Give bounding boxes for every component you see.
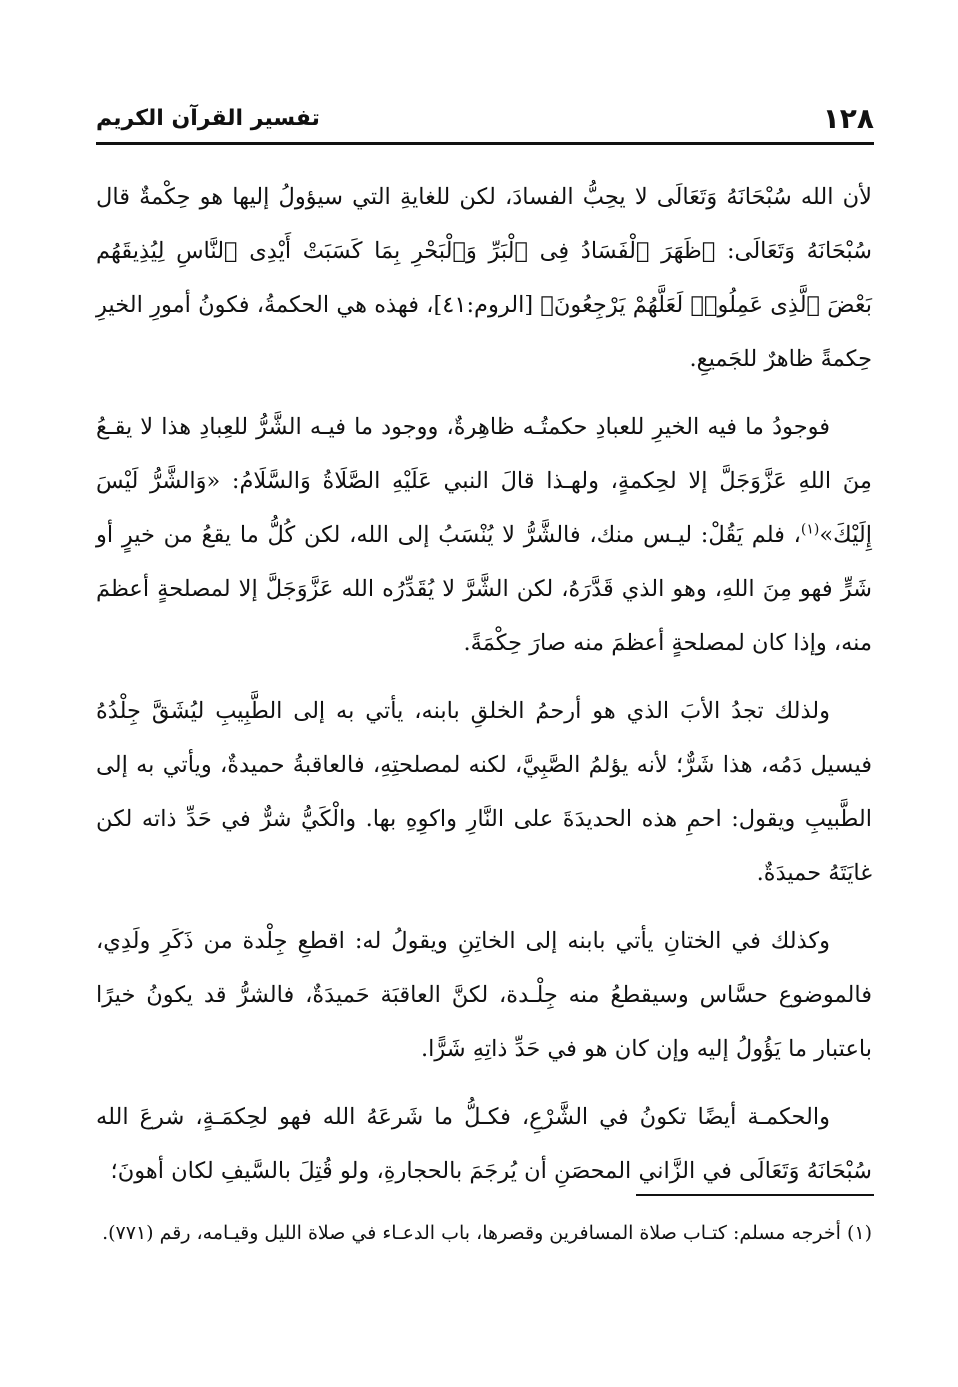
paragraph-5: والحكمـة أيضًا تكونُ في الشَّرْعِ، فكـلُّ ما شَرعَهُ الله فهو لحِكمَـةٍ، شرعَ الله سُبْحَانَهُ وَتَعَالَى في الزَّاني المحصَنِ أن يُرجَمَ بالحجارةِ، ولو قُتِلَ بالسَّيفِ لكان أهونَ؛ xyxy=(96,1104,872,1184)
running-title: تفسير القرآن الكريم xyxy=(96,106,320,131)
paragraph-4: وكذلك في الختانِ يأتي بابنه إلى الخاتِنِ ويقولُ له: اقطعِ جِلْدة من ذَكَرِ ولَدِي، فالموضوع حسَّاس وسيقطعُ منه جِلْـدة، لكنَّ العاقبَة حَميدَةٌ، فالشرُّ قد يكونُ خيرًا باعتبار ما يَؤُولُ إليه وإن كان هو في حَدِّ ذاتِهِ شَرًّا. xyxy=(96,928,872,1062)
paragraph-2-part-b: ، فلم يَقُلْ: ليـس منك، فالشَّرُّ لا يُنْسَبُ إلى الله، لكن كُلُّ ما يقعُ من خيرٍ أو شَرٍّ فهو مِنَ اللهِ، وهو الذي قَدَّرَهُ، لكن الشَّرَّ لا يُقَدِّرُه الله عَزَّوَجَلَّ إلا لمصلحةٍ أعظمَ منه، وإذا كان لمصلحةٍ أعظمَ منه صارَ حِكْمَةً. xyxy=(96,522,872,656)
body-text xyxy=(96,170,872,1212)
footnote-reference[interactable]: (١) xyxy=(800,521,820,538)
paragraph-2-part-a: فوجودُ ما فيه الخيرِ للعبادِ حكمتُـه ظاهِرةٌ، ووجود ما فيـه الشَّرُّ للعِبادِ هذا لا يقـعُ مِنَ اللهِ عَزَّوَجَلَّ إلا لحِكمةٍ، ولهـذا قالَ النبي عَلَيْهِ الصَّلَاةُ وَالسَّلَامُ: «وَالشَّرُّ لَيْسَ إِلَيْكَ» xyxy=(96,414,872,548)
footnote-rule xyxy=(636,1194,874,1196)
paragraph-2 xyxy=(96,400,872,670)
page-number: ١٢٨ xyxy=(822,102,874,135)
footnote: (١) أخرجه مسلم: كتـاب صلاة المسافرين وقصرها، باب الدعـاء في صلاة الليل وقيـامه، رقم (٧٧١). xyxy=(102,1222,872,1244)
header-rule xyxy=(96,142,874,145)
page-header xyxy=(96,100,874,140)
paragraph-1: لأن الله سُبْحَانَهُ وَتَعَالَى لا يحِبُّ الفسادَ، لكن للغايةِ التي سيؤولُ إليها هو حِكْمةٌ قال سُبْحَانَهُ وَتَعَالَى: ﴿ظَهَرَ ٱلْفَسَادُ فِى ٱلْبَرِّ وَٱلْبَحْرِ بِمَا كَسَبَتْ أَيْدِى ٱلنَّاسِ لِيُذِيقَهُم بَعْضَ ٱلَّذِى عَمِلُوا۟ لَعَلَّهُمْ يَرْجِعُونَ﴾ [الروم:٤١]، فهذه هي الحكمةُ، فكونُ أمورِ الخيرِ حِكمةً ظاهرٌ للجَميعِ. xyxy=(96,184,872,372)
paragraph-3: ولذلك تجدُ الأبَ الذي هو أرحمُ الخلقِ بابنه، يأتي به إلى الطَّبِيبِ ليُشَقَّ جِلْدُهُ فيسيل دَمُه، هذا شَرٌّ؛ لأنه يؤلمُ الصَّبِيَّ، لكنه لمصلحتِهِ، فالعاقبةُ حميدةٌ، ويأتي به إلى الطَّبيبِ ويقول: احمِ هذه الحديدَةَ على النَّارِ واكوِهِ بها. والْكَيُّ شرٌّ في حَدِّ ذاته لكن غايَتَهُ حميدَةٌ. xyxy=(96,698,872,886)
